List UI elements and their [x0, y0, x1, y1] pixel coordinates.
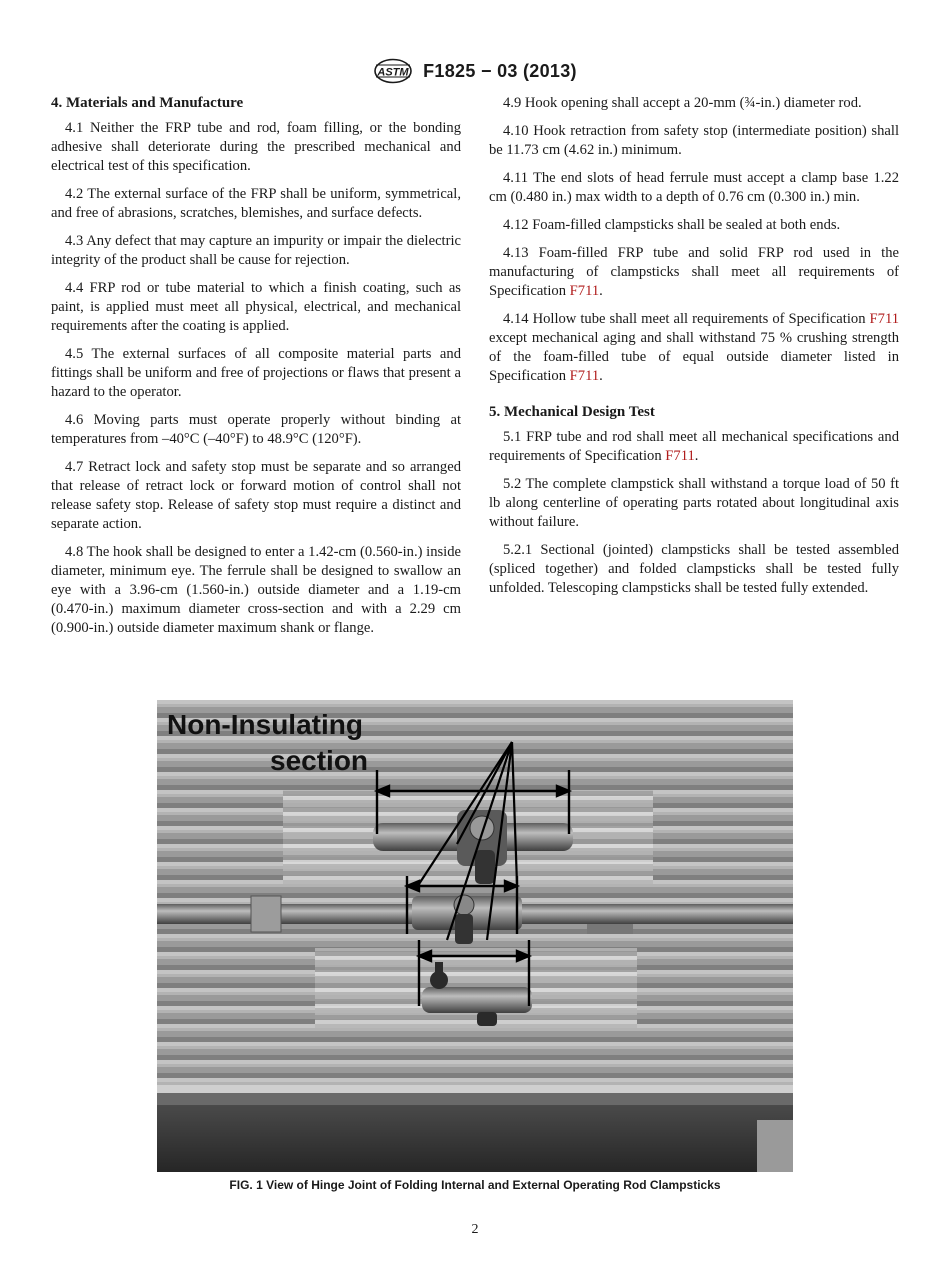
reference-link-f711[interactable]: F711 — [869, 311, 899, 327]
paragraph-5-1 — [489, 428, 899, 466]
left-column — [51, 94, 461, 647]
figure-caption: FIG. 1 View of Hinge Joint of Folding Internal and External Operating Rod Clampsticks — [229, 1178, 721, 1192]
page-header — [0, 58, 950, 84]
paragraph-4-14 — [489, 310, 899, 386]
right-column — [489, 94, 899, 607]
paragraph-4-13 — [489, 244, 899, 301]
paragraph-4-14-text-b: except mechanical aging and shall withstand 75 % crushing strength of the foam-filled tube of equal outside diameter listed in Specification — [489, 330, 899, 384]
paragraph-4-13-text: 4.13 Foam-filled FRP tube and solid FRP rod used in the manufacturing of clampsticks shall meet all requirements of Specification — [489, 245, 899, 299]
reference-link-f711[interactable]: F711 — [569, 368, 600, 384]
paragraph-4-2: 4.2 The external surface of the FRP shall be uniform, symmetrical, and free of abrasions, scratches, blemishes, and surface defects. — [51, 186, 461, 221]
paragraph-4-14-end: . — [599, 368, 603, 384]
svg-text:ASTM: ASTM — [377, 66, 409, 79]
paragraph-4-12: 4.12 Foam-filled clampsticks shall be sealed at both ends. — [503, 217, 841, 233]
paragraph-5-2-1: 5.2.1 Sectional (jointed) clampsticks shall be tested assembled (spliced together) and folded clampsticks shall be tested fully unfolded. Telescoping clampsticks shall be tested fully extended. — [489, 542, 899, 596]
page-number: 2 — [471, 1222, 479, 1237]
figure-label-line-2: section — [270, 745, 369, 776]
paragraph-4-4: 4.4 FRP rod or tube material to which a finish coating, such as paint, is applied must meet all physical, electrical, and mechanical requirements after the coating is applied. — [51, 280, 461, 334]
hinge-joint-photo — [157, 700, 793, 1172]
paragraph-5-1-text: 5.1 FRP tube and rod shall meet all mechanical specifications and requirements of Specification — [489, 429, 899, 464]
paragraph-5-1-end: . — [694, 448, 699, 464]
paragraph-4-5: 4.5 The external surfaces of all composite material parts and fittings shall be uniform and free of projections or flaws that present a hazard to the operator. — [51, 346, 461, 400]
figure-label-line-1: Non-Insulating — [167, 709, 363, 740]
paragraph-5-2: 5.2 The complete clampstick shall withstand a torque load of 50 ft lb along centerline of operating parts rotated about longitudinal axis without failure. — [489, 476, 899, 530]
paragraph-4-7: 4.7 Retract lock and safety stop must be separate and so arranged that release of retract lock or forward motion of control shall not release safety stop. Release of safety stop must require a distinct and separate action. — [51, 459, 461, 532]
section-4-heading: 4. Materials and Manufacture — [51, 95, 244, 111]
astm-logo-icon — [373, 58, 413, 84]
reference-link-f711[interactable]: F711 — [665, 448, 695, 464]
paragraph-4-1: 4.1 Neither the FRP tube and rod, foam filling, or the bonding adhesive shall deteriorate during the prescribed mechanical and electrical test of this specification. — [51, 120, 461, 174]
paragraph-4-6: 4.6 Moving parts must operate properly without binding at temperatures from –40°C (–40°F) to 48.9°C (120°F). — [51, 412, 461, 447]
paragraph-4-3: 4.3 Any defect that may capture an impurity or impair the dielectric integrity of the product shall be cause for rejection. — [51, 233, 461, 268]
paragraph-4-13-end: . — [599, 283, 603, 299]
document-designation: F1825 − 03 (2013) — [423, 60, 577, 81]
section-5-heading: 5. Mechanical Design Test — [489, 404, 655, 420]
reference-link-f711[interactable]: F711 — [569, 283, 600, 299]
paragraph-4-14-text-a: 4.14 Hollow tube shall meet all requirements of Specification — [503, 311, 870, 327]
paragraph-4-10: 4.10 Hook retraction from safety stop (intermediate position) shall be 11.73 cm (4.62 in.) minimum. — [489, 123, 899, 158]
paragraph-4-9: 4.9 Hook opening shall accept a 20-mm (¾-in.) diameter rod. — [503, 95, 862, 111]
figure-1-photo — [157, 700, 793, 1172]
paragraph-4-11: 4.11 The end slots of head ferrule must accept a clamp base 1.22 cm (0.480 in.) max width to a depth of 0.76 cm (0.300 in.) min. — [489, 170, 899, 205]
paragraph-4-8: 4.8 The hook shall be designed to enter a 1.42-cm (0.560-in.) inside diameter, minimum eye. The ferrule shall be designed to swallow an eye with a 3.96-cm (1.560-in.) outside diameter and a 1.19-cm (0.470-in.) maximum diameter cross-section and with a 2.29 cm (0.900-in.) outside diameter maximum shank or flange. — [51, 544, 461, 636]
